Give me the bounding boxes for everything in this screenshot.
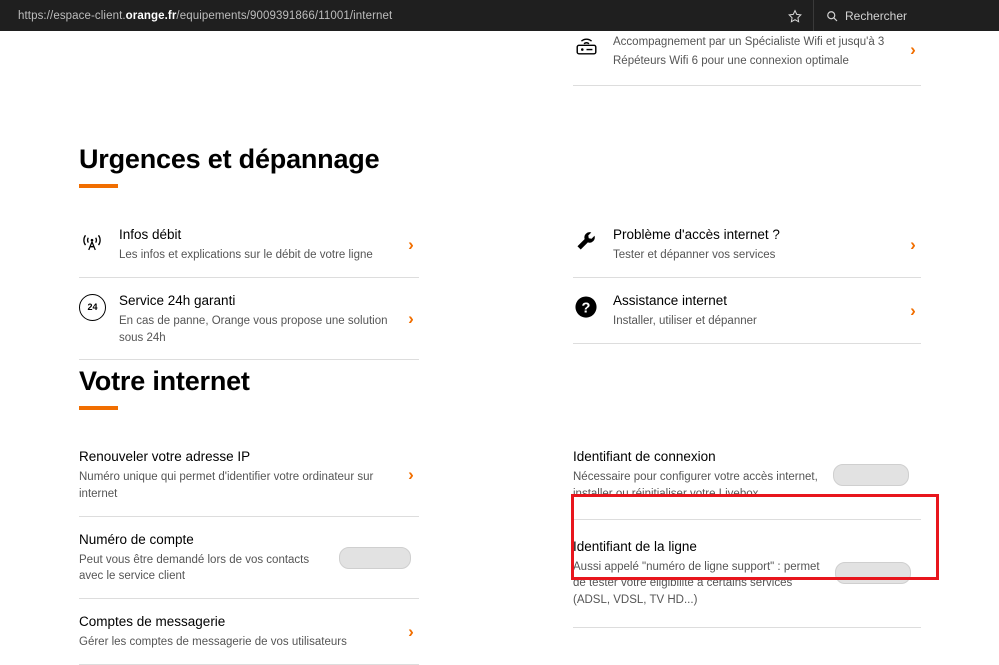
list-item-subtitle: Gérer les comptes de messagerie de vos utilisateurs bbox=[79, 636, 347, 649]
list-item-title: Service 24h garanti bbox=[119, 292, 236, 308]
24h-badge: 24 bbox=[79, 294, 106, 321]
list-item-assistance-internet[interactable] bbox=[573, 278, 921, 344]
chevron-right-icon[interactable]: › bbox=[408, 622, 414, 642]
list-internet-right bbox=[573, 434, 921, 628]
browser-toolbar bbox=[0, 0, 999, 31]
list-item-numero-de-compte[interactable] bbox=[79, 517, 419, 600]
list-item-title: Problème d'accès internet ? bbox=[613, 227, 780, 242]
title-underline bbox=[79, 184, 118, 188]
list-item-probleme-acces-internet[interactable] bbox=[573, 212, 921, 278]
list-item-line2: Répéteurs Wifi 6 pour une connexion optimale bbox=[613, 54, 849, 67]
24h-clock-icon bbox=[79, 292, 119, 321]
chevron-right-icon[interactable]: › bbox=[408, 465, 414, 485]
page-content bbox=[0, 31, 999, 649]
list-item-line1: Accompagnement par un Spécialiste Wifi et jusqu'à 3 bbox=[613, 36, 885, 48]
list-item-subtitle: En cas de panne, Orange vous propose une solution sous 24h bbox=[119, 315, 388, 344]
wifi-router-icon bbox=[573, 31, 613, 58]
list-item-title: Comptes de messagerie bbox=[79, 614, 226, 630]
title-underline bbox=[79, 406, 118, 410]
list-item-subtitle: Tester et dépanner vos services bbox=[613, 249, 776, 262]
url-path: /equipements/9009391866/11001/internet bbox=[176, 9, 393, 22]
chevron-right-icon[interactable]: › bbox=[910, 300, 916, 320]
list-item-title: Identifiant de connexion bbox=[573, 449, 716, 464]
list-item-text bbox=[79, 531, 339, 586]
svg-text:?: ? bbox=[581, 300, 591, 317]
list-item-identifiant-de-la-ligne[interactable] bbox=[573, 520, 921, 628]
url-domain: orange.fr bbox=[125, 9, 177, 22]
list-item-text bbox=[573, 448, 833, 503]
url-prefix: https://espace-client. bbox=[18, 9, 126, 22]
browser-search-field[interactable] bbox=[813, 0, 999, 31]
list-urgences-left bbox=[79, 212, 419, 360]
list-item-text bbox=[79, 448, 403, 503]
list-urgences-right bbox=[573, 212, 921, 344]
page-title-urgences: Urgences et dépannage bbox=[79, 144, 380, 174]
masked-value-pill[interactable] bbox=[339, 547, 411, 569]
address-bar[interactable] bbox=[0, 0, 777, 31]
list-item-text bbox=[79, 613, 403, 651]
browser-search-placeholder: Rechercher bbox=[845, 8, 908, 23]
list-item-text bbox=[613, 31, 905, 69]
list-item-subtitle: Installer, utiliser et dépanner bbox=[613, 315, 757, 328]
list-item-subtitle: Les infos et explications sur le débit de votre ligne bbox=[119, 249, 373, 262]
chevron-right-icon[interactable]: › bbox=[910, 234, 916, 254]
list-item-service-24h[interactable] bbox=[79, 278, 419, 361]
search-icon bbox=[826, 10, 838, 22]
list-item-title: Renouveler votre adresse IP bbox=[79, 449, 251, 464]
list-item-title: Numéro de compte bbox=[79, 531, 194, 547]
list-item-subtitle: Aussi appelé "numéro de ligne support" : permet de tester votre éligibilité à certains services (ADSL, VDSL, TV HD...) bbox=[573, 560, 820, 607]
list-item-title: Infos débit bbox=[119, 227, 182, 242]
list-item-title: Assistance internet bbox=[613, 292, 728, 308]
list-internet-left bbox=[79, 434, 419, 665]
list-item-text bbox=[573, 538, 835, 609]
masked-value-pill[interactable] bbox=[833, 464, 909, 486]
list-item-text bbox=[119, 292, 403, 347]
chevron-right-icon[interactable]: › bbox=[408, 309, 414, 329]
signal-antenna-icon bbox=[79, 226, 119, 254]
list-item-subtitle: Nécessaire pour configurer votre accès internet, installer ou réinitialiser votre Livebox bbox=[573, 471, 818, 500]
list-item-text bbox=[119, 226, 403, 264]
section-heading-internet bbox=[79, 366, 419, 410]
chevron-right-icon[interactable]: › bbox=[408, 234, 414, 254]
list-item-subtitle: Numéro unique qui permet d'identifier votre ordinateur sur internet bbox=[79, 471, 374, 500]
list-item-renouveler-adresse-ip[interactable] bbox=[79, 434, 419, 517]
list-item-text bbox=[613, 292, 905, 330]
chevron-right-icon[interactable]: › bbox=[910, 40, 916, 60]
list-item-title: Identifiant de la ligne bbox=[573, 538, 697, 554]
bookmark-star-icon[interactable] bbox=[777, 0, 813, 31]
question-mark-icon bbox=[573, 292, 613, 320]
page-title-internet: Votre internet bbox=[79, 366, 250, 396]
list-item-comptes-messagerie[interactable] bbox=[79, 599, 419, 665]
masked-value-pill[interactable] bbox=[835, 562, 911, 584]
wrench-icon bbox=[573, 226, 613, 254]
list-item-infos-debit[interactable] bbox=[79, 212, 419, 278]
list-item-subtitle: Peut vous être demandé lors de vos contacts avec le service client bbox=[79, 553, 310, 583]
list-item-text bbox=[613, 226, 905, 264]
list-item-accompagnement-wifi[interactable] bbox=[573, 31, 921, 86]
list-item-identifiant-de-connexion[interactable] bbox=[573, 434, 921, 520]
section-heading-urgences bbox=[79, 144, 419, 188]
